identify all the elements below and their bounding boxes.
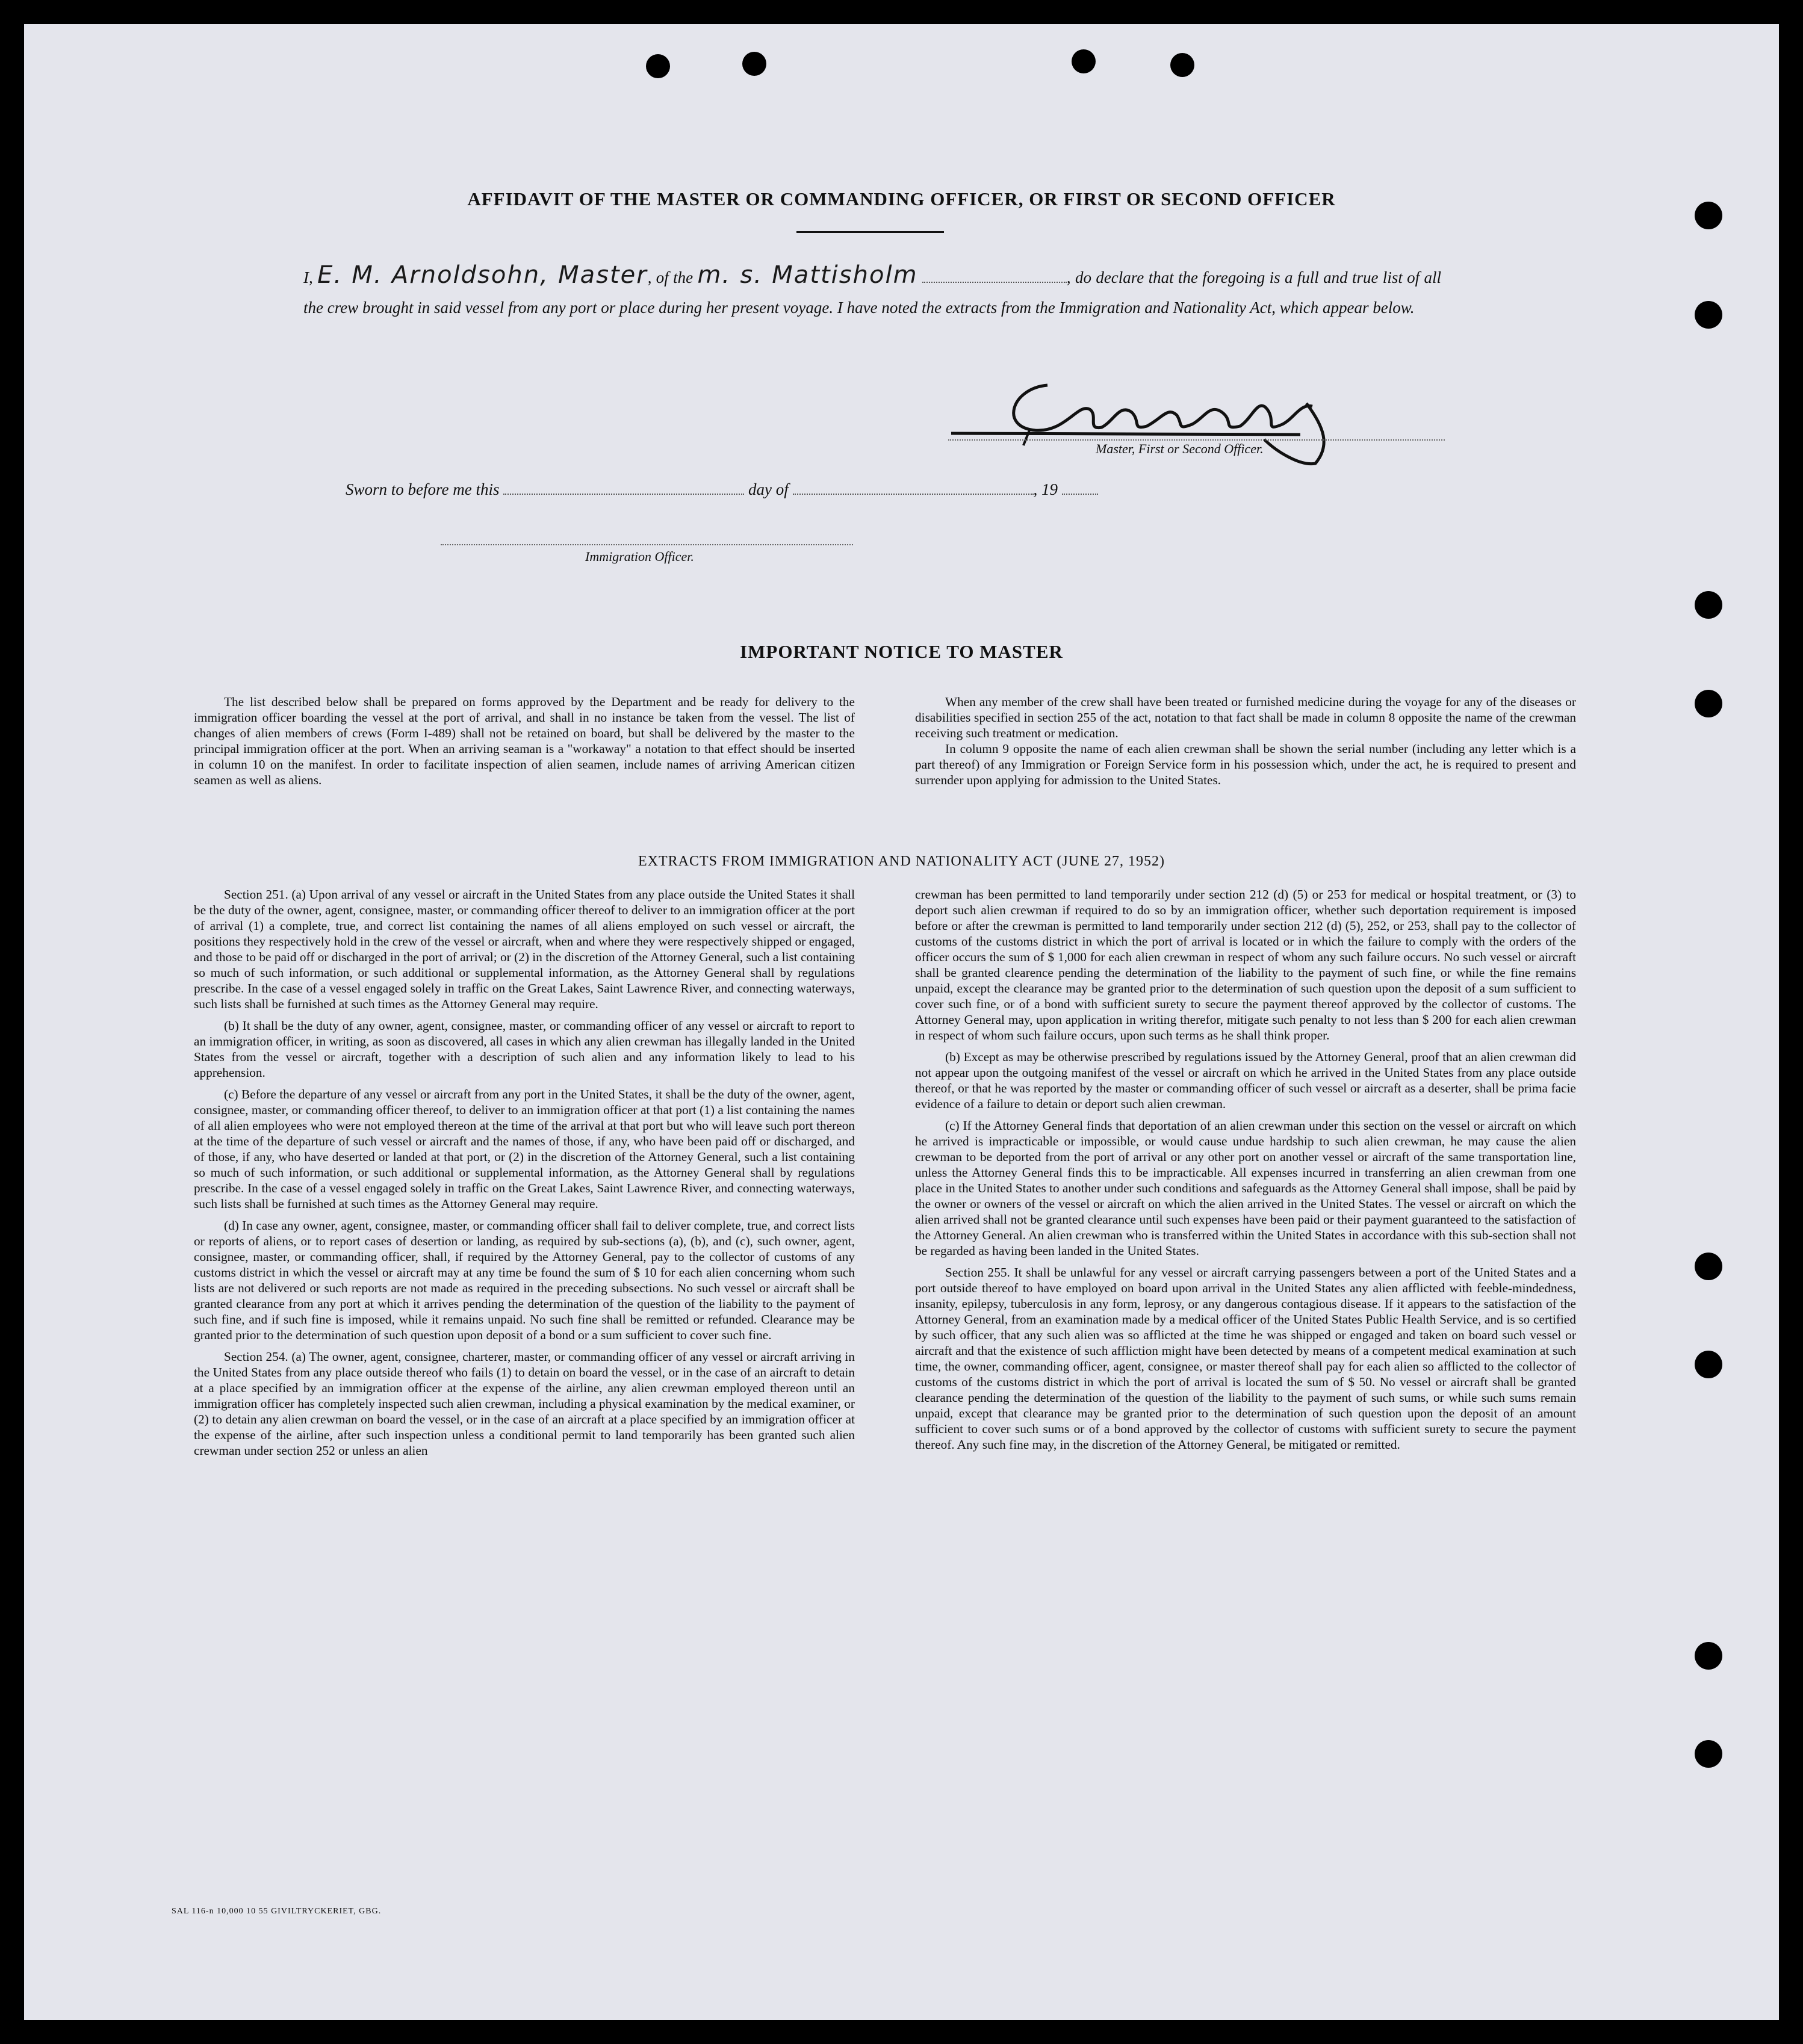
notice-right-paragraph-2: In column 9 opposite the name of each alien crewman shall be shown the serial number (including any letter which is a part thereof) of any Immigration or Foreign Service form in his possession which, under the act, he is required to present and surrender upon applying for admission to the United States.	[915, 742, 1576, 787]
notice-right-column	[915, 694, 1576, 788]
extract-paragraph: Section 254. (a) The owner, agent, consignee, charterer, master, or commanding officer of any vessel or aircraft arriving in the United States from any place outside thereof who fails (1) to detain on board the vessel, or in the case of an aircraft to detain at a place specified by an immigration officer at the expense of the airline, any alien crewman employed thereon until an immigration officer has completely inspected such alien crewman, including a physical examination by the medical examiner, or (2) to detain any alien crewman on board the vessel, or in the case of an aircraft at a place specified by an immigration officer at the expense of the airline, after such inspection unless a conditional permit to land temporarily has been granted such alien crewman under section 252 or unless an alien	[194, 1349, 855, 1458]
punch-hole	[1072, 49, 1096, 73]
punch-hole	[1695, 1642, 1722, 1670]
punch-hole	[742, 52, 766, 76]
affidavit-title: AFFIDAVIT OF THE MASTER OR COMMANDING OFFICER, OR FIRST OR SECOND OFFICER	[467, 188, 1336, 209]
immigration-officer-caption: Immigration Officer.	[585, 549, 694, 564]
punch-hole	[1695, 1253, 1722, 1280]
sworn-day-line	[503, 494, 744, 495]
immigration-officer-line	[441, 544, 853, 545]
punch-hole	[1695, 1740, 1722, 1768]
punch-hole	[1170, 53, 1194, 77]
punch-hole	[1695, 1351, 1722, 1378]
notice-title: IMPORTANT NOTICE TO MASTER	[740, 641, 1063, 662]
sworn-text-3: , 19	[1033, 480, 1058, 498]
notice-right-paragraph-1: When any member of the crew shall have been treated or furnished medicine during the voyage for any of the diseases or disabilities specified in section 255 of the act, notation to that fact shall be made in column 8 opposite the name of the crewman receiving such treatment or medication.	[915, 695, 1576, 740]
punch-hole	[1695, 301, 1722, 329]
extract-paragraph: (b) It shall be the duty of any owner, agent, consignee, master, or commanding officer of any vessel or aircraft to report to an immigration officer, in writing, as soon as discovered, all cases in which any alien crewman has illegally landed in the United States from the vessel or aircraft, together with a description of such alien and any information likely to lead to his apprehension.	[194, 1018, 855, 1080]
sworn-month-line	[793, 494, 1034, 495]
extracts-right-column	[915, 887, 1576, 1452]
sworn-text-1: Sworn to before me this	[346, 480, 500, 498]
punch-hole	[646, 54, 670, 78]
declaration-prefix: I,	[303, 268, 313, 286]
declaration-do-declare: , do declare	[1066, 268, 1144, 286]
extract-paragraph: Section 251. (a) Upon arrival of any vessel or aircraft in the United States from any place outside the United States it shall be the duty of the owner, agent, consignee, master, or commanding officer thereof to deliver to an immigration officer at the port of arrival (1) a complete, true, and correct list containing the names of all aliens employed on such vessel or aircraft, the positions they respectively hold in the crew of the vessel or aircraft, when and where they were respectively shipped or engaged, and those to be paid off or discharged in the port of arrival; or (2) in the discretion of the Attorney General, such a list containing so much of such information, or such additional or supplemental information, as the Attorney General shall by regulations prescribe. In the case of a vessel engaged solely in traffic on the Great Lakes, Saint Lawrence River, and connecting waterways, such lists shall be furnished at such times as the Attorney General may require.	[194, 887, 855, 1011]
punch-hole	[1695, 690, 1722, 717]
notice-left-paragraph: The list described below shall be prepared on forms approved by the Department and be ready for delivery to the immigration officer boarding the vessel at the port of arrival, and shall in no instance be taken from the vessel. The list of changes of alien members of crews (Form I-489) shall not be retained on board, but shall be delivered by the master to the principal immigration officer at the port. When an arriving seaman is a "workaway" a notation to that effect should be inserted in column 10 on the manifest. In order to facilitate inspection of alien seamen, include names of arriving American citizen seamen as well as aliens.	[194, 695, 855, 787]
declaration-of-the: , of the	[647, 268, 694, 286]
extracts-left-column	[194, 887, 855, 1458]
document-page	[24, 24, 1779, 2020]
signature-dotted-line	[948, 439, 1445, 441]
notice-left-column	[194, 694, 855, 788]
extract-paragraph: Section 255. It shall be unlawful for any vessel or aircraft carrying passengers between a port of the United States and a port outside thereof to have employed on board upon arrival in the United States any alien afflicted with feeble-mindedness, insanity, epilepsy, tuberculosis in any form, leprosy, or any dangerous contagious disease. If it appears to the satisfaction of the Attorney General, from an examination made by a medical officer of the United States Public Health Service, and is so certified by such officer, that any such alien was so afflicted at the time he was shipped or engaged and taken on board such vessel or aircraft and that the existence of such affliction might have been detected by means of a competent medical examination at such time, the owner, commanding officer, agent, consignee, or master thereof shall pay for each alien so afflicted to the collector of customs of the customs district in which the port of arrival is located the sum of $ 50. No vessel or aircraft shall be granted clearance pending the determination of the question of the liability to the payment of such sums, or while such sums remain unpaid, except that clearance may be granted prior to the determination of such question upon the deposit of an amount sufficient to cover such sums or of a bond approved by the collector of customs with sufficient surety to secure the payment thereof. Any such fine may, in the discretion of the Attorney General, be mitigated or remitted.	[915, 1265, 1576, 1452]
declaration-block	[303, 260, 1441, 323]
vessel-name-handwritten: m. s. Mattisholm	[697, 261, 918, 289]
form-code: SAL 116-n 10,000 10 55 GIVILTRYCKERIET, GBG.	[172, 1907, 382, 1916]
sworn-line	[346, 480, 1098, 499]
declaration-body: that the foregoing is a full and true list of all the crew brought in said vessel from any port or place during her present voyage. I have noted the extracts from the Immigration and Nationality Act, which appear below.	[303, 268, 1442, 317]
vessel-dotted-line	[922, 282, 1067, 283]
extract-paragraph: (c) If the Attorney General finds that deportation of an alien crewman under this section on the vessel or aircraft on which he arrived is impracticable or impossible, or would cause undue hardship to such alien crewman, he may cause the alien crewman to be deported from the port of arrival or any other port on another vessel or aircraft of the same transportation line, unless the Attorney General finds this to be impracticable. All expenses incurred in transferring an alien crewman from one place in the United States to another under such conditions and safeguards as the Attorney General shall impose, shall be paid by the owner or owners of the vessel or aircraft on which the alien arrived in the United States. The vessel or aircraft on which the alien arrived shall not be granted clearance until such expenses have been paid or their payment guaranteed to the satisfaction of the Attorney General. An alien crewman who is transferred within the United States in accordance with this sub-section shall not be regarded as having been landed in the United States.	[915, 1118, 1576, 1258]
extract-paragraph: (b) Except as may be otherwise prescribed by regulations issued by the Attorney General, proof that an alien crewman did not appear upon the outgoing manifest of the vessel or aircraft on which he arrived in the United States from any place outside thereof, or that he was reported by the master or commanding officer of such vessel or aircraft as a deserter, shall be prima facie evidence of a failure to detain or deport such alien crewman.	[915, 1050, 1576, 1111]
title-underline	[796, 231, 944, 233]
punch-hole	[1695, 591, 1722, 619]
extract-paragraph: (c) Before the departure of any vessel or aircraft from any port in the United States, it shall be the duty of the owner, agent, consignee, master, or commanding officer thereof, to deliver to an immigration officer at that port (1) a list containing the names of all alien employees who were not employed thereon at the time of the arrival at that port but who will leave such port thereon at the time of the departure of such vessel or aircraft and the names of those, if any, who have been paid off or discharged, and of those, if any, who have deserted or landed at that port, or (2) in the discretion of the Attorney General, such a list containing so much of such information, or such additional or supplemental information, as the Attorney General shall by regulations prescribe. In the case of a vessel engaged solely in traffic on the Great Lakes, Saint Lawrence River, and connecting waterways, such lists shall be furnished at such times as the Attorney General may require.	[194, 1087, 855, 1211]
extract-paragraph: (d) In case any owner, agent, consignee, master, or commanding officer shall fail to deliver complete, true, and correct lists or reports of aliens, or to report cases of desertion or landing, as required by sub-sections (a), (b), and (c), such owner, agent, consignee, master, or commanding officer, shall, if required by the Attorney General, pay to the collector of customs of any customs district in which the vessel or aircraft may at any time be found the sum of $ 10 for each alien concerning whom such lists are not delivered or such reports are not made as required in the preceding subsections. No such vessel or aircraft shall be granted clearance from any port at which it arrives pending the determination of the question of the liability to the payment of such fine, and if such fine is imposed, while it remains unpaid. No such fine shall be remitted or refunded. Clearance may be granted prior to the determination of such question upon deposit of a bond or a sum sufficient to cover such fine.	[194, 1218, 855, 1342]
sworn-text-2: day of	[748, 480, 789, 498]
extracts-title: EXTRACTS FROM IMMIGRATION AND NATIONALITY ACT (JUNE 27, 1952)	[638, 853, 1165, 869]
sworn-year-line	[1062, 494, 1098, 495]
extract-paragraph: crewman has been permitted to land temporarily under section 212 (d) (5) or 253 for medical or hospital treatment, or (3) to deport such alien crewman if required to do so by an immigration officer, whether such deportation requirement is imposed before or after the crewman is permitted to land temporarily under section 212 (d) (5), 252, or 253, shall pay to the collector of customs of the customs district in which the port of arrival is located or in which the failure to comply with the orders of the officer occurs the sum of $ 1,000 for each alien crewman in respect of whom any such failure occurs. No such vessel or aircraft shall be granted clearence pending the determination of the liability to the payment of such fine, or while the fine remains unpaid, except the clearance may be granted prior to the determination of such question upon the deposit of a sum sufficient to cover such fine, or of a bond with sufficient surety to secure the payment thereof approved by the collector of customs. The Attorney General may, upon application in writing therefor, mitigate such penalty to not less than $ 200 for each alien crewman in respect of whom such failure occurs, upon such terms as he shall think proper.	[915, 887, 1576, 1042]
master-name-handwritten: E. M. Arnoldsohn, Master	[317, 261, 648, 289]
signature-caption: Master, First or Second Officer.	[1096, 441, 1264, 456]
